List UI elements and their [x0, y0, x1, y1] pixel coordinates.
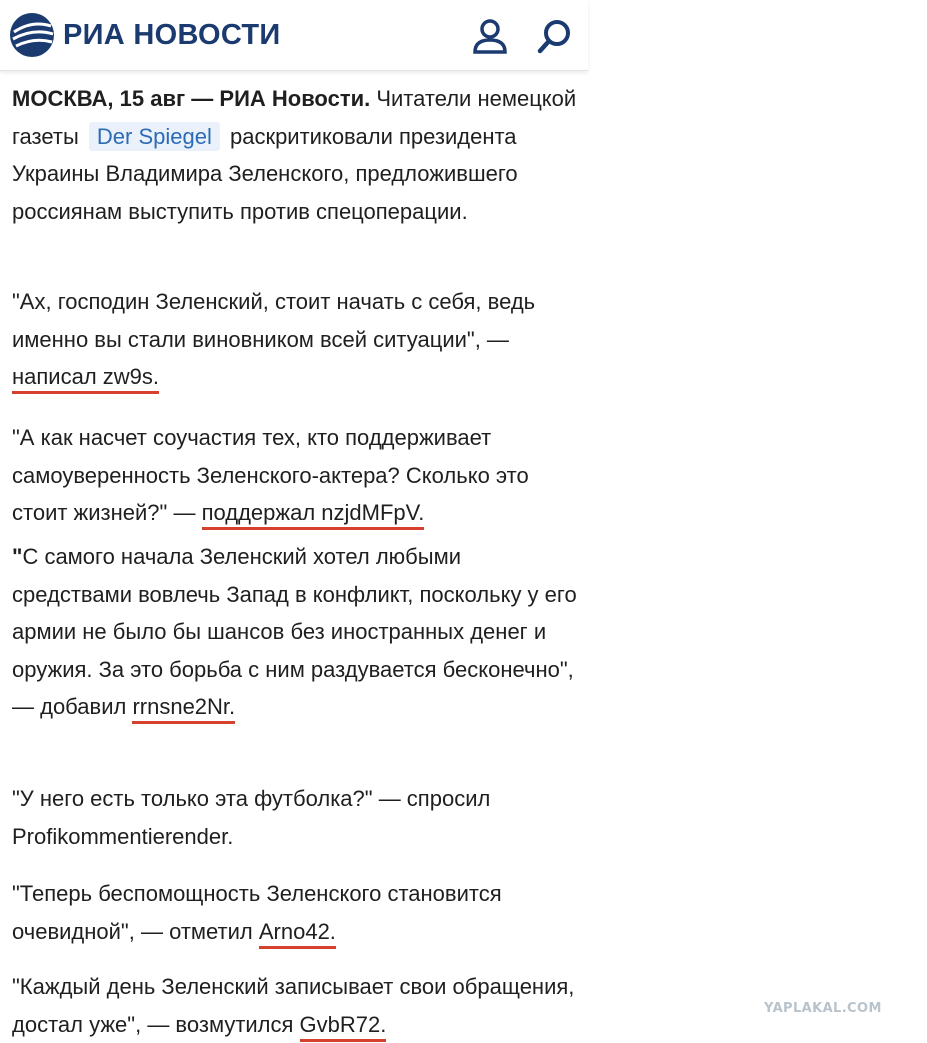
opening-quote: " — [12, 544, 23, 569]
quote-zw9s — [12, 283, 582, 396]
attribution-gvbr72: GvbR72. — [300, 1012, 387, 1042]
lead-text-a: Читатели немецкой газеты — [12, 86, 577, 149]
site-header — [0, 0, 588, 71]
lead-text-b: раскритиковали президента Украины Владимира Зеленского, предложившего россиянам выступить против спецоперации. — [12, 123, 518, 224]
quote-arno42 — [12, 875, 582, 950]
quote-text: "А как насчет соучастия тех, кто поддерживает самоуверенность Зеленского-актера? Сколько это стоит жизней?" — — [12, 425, 529, 525]
quote-text: "Теперь беспомощность Зеленского становится очевидной", — отметил — [12, 881, 502, 944]
paragraph-lead — [12, 80, 582, 230]
attribution-nzjdmfpv: поддержал nzjdMFpV. — [202, 500, 425, 530]
quote-text: "У него есть только эта футболка?" — спросил Profikommentierender. — [12, 786, 491, 849]
quote-profikommentierender — [12, 780, 582, 855]
dateline: МОСКВА, 15 авг — РИА Новости. — [12, 86, 371, 111]
quote-gvbr72 — [12, 968, 582, 1043]
quote-text: "Каждый день Зеленский записывает свои обращения, достал уже", — возмутился — [12, 974, 575, 1037]
quote-rrnsne2nr — [12, 538, 582, 726]
ria-logo[interactable] — [9, 12, 281, 58]
attribution-rrnsne2nr: rrnsne2Nr. — [132, 694, 235, 724]
search-icon[interactable] — [535, 16, 575, 56]
quote-nzjdmfpv — [12, 419, 582, 532]
attribution-arno42: Arno42. — [259, 919, 336, 949]
quote-text: С самого начала Зеленский хотел любыми средствами вовлечь Запад в конфликт, поскольку у его армии не было бы шансов без иностранных денег и оружия. За это борьба с ним раздувается бесконечно", — добавил — [12, 544, 577, 719]
brand-name: РИА НОВОСТИ — [63, 18, 281, 51]
attribution-zw9s: написал zw9s. — [12, 364, 159, 394]
ria-globe-icon — [9, 12, 55, 58]
watermark: YAPLAKAL.COM — [764, 1001, 882, 1016]
quote-text: "Ах, господин Зеленский, стоит начать с себя, ведь именно вы стали виновником всей ситуации", — — [12, 289, 536, 352]
user-icon[interactable] — [470, 16, 510, 56]
der-spiegel-link[interactable]: Der Spiegel — [89, 122, 220, 151]
